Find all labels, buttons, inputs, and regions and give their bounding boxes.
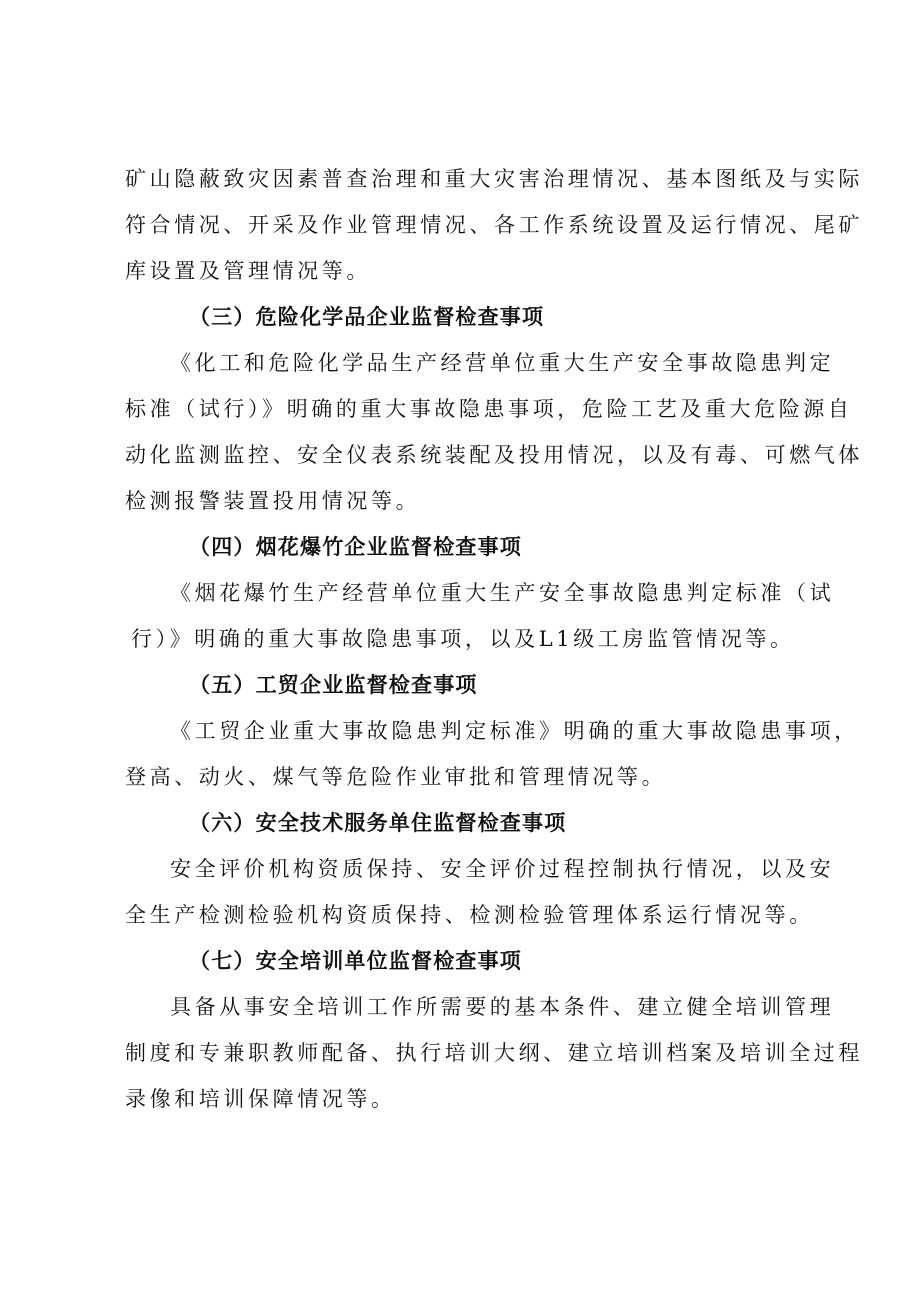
body-text-line: 库设置及管理情况等。	[125, 259, 371, 283]
body-text-line: 具备从事安全培训工作所需要的基本条件、建立健全培训管理	[170, 995, 835, 1019]
body-text-line: 制度和专兼职教师配备、执行培训大纲、建立培训档案及培训全过程	[125, 1041, 863, 1065]
body-text-line: 《化工和危险化学品生产经营单位重大生产安全事故隐患判定	[170, 351, 835, 375]
body-text-line: 全生产检测检验机构资质保持、检测检验管理体系运行情况等。	[125, 903, 814, 927]
section-heading-5: （五）工贸企业监督检查事项	[189, 672, 478, 697]
body-text-line: 矿山隐蔽致灾因素普查治理和重大灾害治理情况、基本图纸及与实际	[125, 167, 863, 191]
section-heading-3: （三）危险化学品企业监督检查事项	[189, 304, 545, 329]
section-heading-7: （七）安全培训单位监督检查事项	[189, 948, 522, 973]
body-text-line: 检测报警装置投用情况等。	[125, 489, 421, 513]
body-text-line: 标准（试行）》明确的重大事故隐患事项，危险工艺及重大危险源自	[125, 397, 853, 421]
section-heading-6: （六）安全技术服务单住监督检查事项	[189, 810, 567, 835]
body-text-line: 录像和培训保障情况等。	[125, 1087, 396, 1111]
body-text-line: 《烟花爆竹生产经营单位重大生产安全事故隐患判定标准（试	[170, 581, 835, 605]
body-text-line: 《工贸企业重大事故隐患判定标准》明确的重大事故隐患事项，	[170, 719, 859, 743]
body-text-line: 符合情况、开采及作业管理情况、各工作系统设置及运行情况、尾矿	[125, 213, 863, 237]
body-text-line: 行）》明确的重大事故隐患事项，以及L1级工房监管情况等。	[131, 627, 795, 651]
body-text-line: 登高、动火、煤气等危险作业审批和管理情况等。	[125, 765, 667, 789]
section-heading-4: （四）烟花爆竹企业监督检查事项	[189, 534, 522, 559]
body-text-line: 动化监测监控、安全仪表系统装配及投用情况，以及有毒、可燃气体	[125, 443, 863, 467]
body-text-line: 安全评价机构资质保持、安全评价过程控制执行情况，以及安	[170, 857, 835, 881]
